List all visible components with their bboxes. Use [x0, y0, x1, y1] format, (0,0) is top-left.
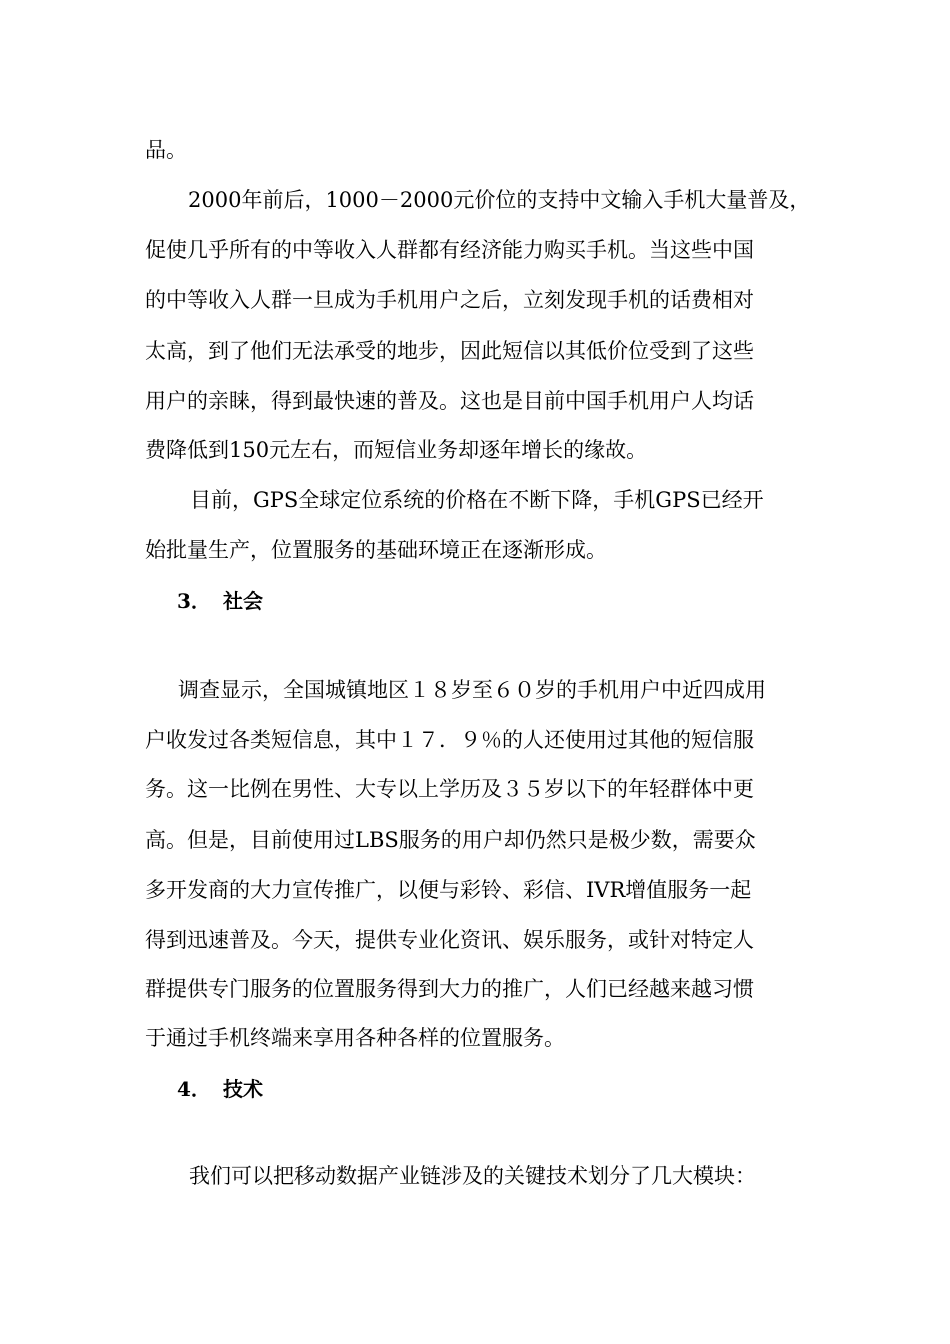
paragraph-line: 调查显示，全国城镇地区１８岁至６０岁的手机用户中近四成用	[178, 678, 766, 702]
section-heading-4	[177, 1075, 263, 1103]
section-number: 3．	[177, 589, 211, 613]
paragraph-line: 品。	[145, 138, 187, 162]
paragraph-line: 务。这一比例在男性、大专以上学历及３５岁以下的年轻群体中更	[145, 777, 754, 801]
paragraph-line: 于通过手机终端来享用各种各样的位置服务。	[145, 1026, 565, 1050]
paragraph-line: 用户的亲睐，得到最快速的普及。这也是目前中国手机用户人均话	[145, 389, 754, 413]
section-heading-3	[177, 587, 263, 615]
paragraph-line: 我们可以把移动数据产业链涉及的关键技术划分了几大模块：	[189, 1164, 756, 1188]
paragraph-line: 促使几乎所有的中等收入人群都有经济能力购买手机。当这些中国	[145, 238, 754, 262]
paragraph-line: 户收发过各类短信息，其中１７．９％的人还使用过其他的短信服	[145, 728, 754, 752]
section-title: 技术	[223, 1077, 263, 1101]
paragraph-line: 多开发商的大力宣传推广，以便与彩铃、彩信、IVR增值服务一起	[145, 878, 752, 902]
paragraph-line: 群提供专门服务的位置服务得到大力的推广，人们已经越来越习惯	[145, 977, 754, 1001]
paragraph-line: 得到迅速普及。今天，提供专业化资讯、娱乐服务，或针对特定人	[145, 928, 754, 952]
paragraph-line: 2000年前后，1000－2000元价位的支持中文输入手机大量普及，	[188, 188, 811, 212]
paragraph-line: 费降低到150元左右，而短信业务却逐年增长的缘故。	[145, 438, 648, 462]
paragraph-line: 目前，GPS全球定位系统的价格在不断下降，手机GPS已经开	[190, 488, 764, 512]
paragraph-line: 太高，到了他们无法承受的地步，因此短信以其低价位受到了这些	[145, 339, 754, 363]
section-number: 4．	[177, 1077, 211, 1101]
paragraph-line: 的中等收入人群一旦成为手机用户之后，立刻发现手机的话费相对	[145, 288, 754, 312]
paragraph-line: 始批量生产，位置服务的基础环境正在逐渐形成。	[145, 538, 607, 562]
paragraph-line: 高。但是，目前使用过LBS服务的用户却仍然只是极少数，需要众	[145, 828, 756, 852]
section-title: 社会	[223, 589, 263, 613]
